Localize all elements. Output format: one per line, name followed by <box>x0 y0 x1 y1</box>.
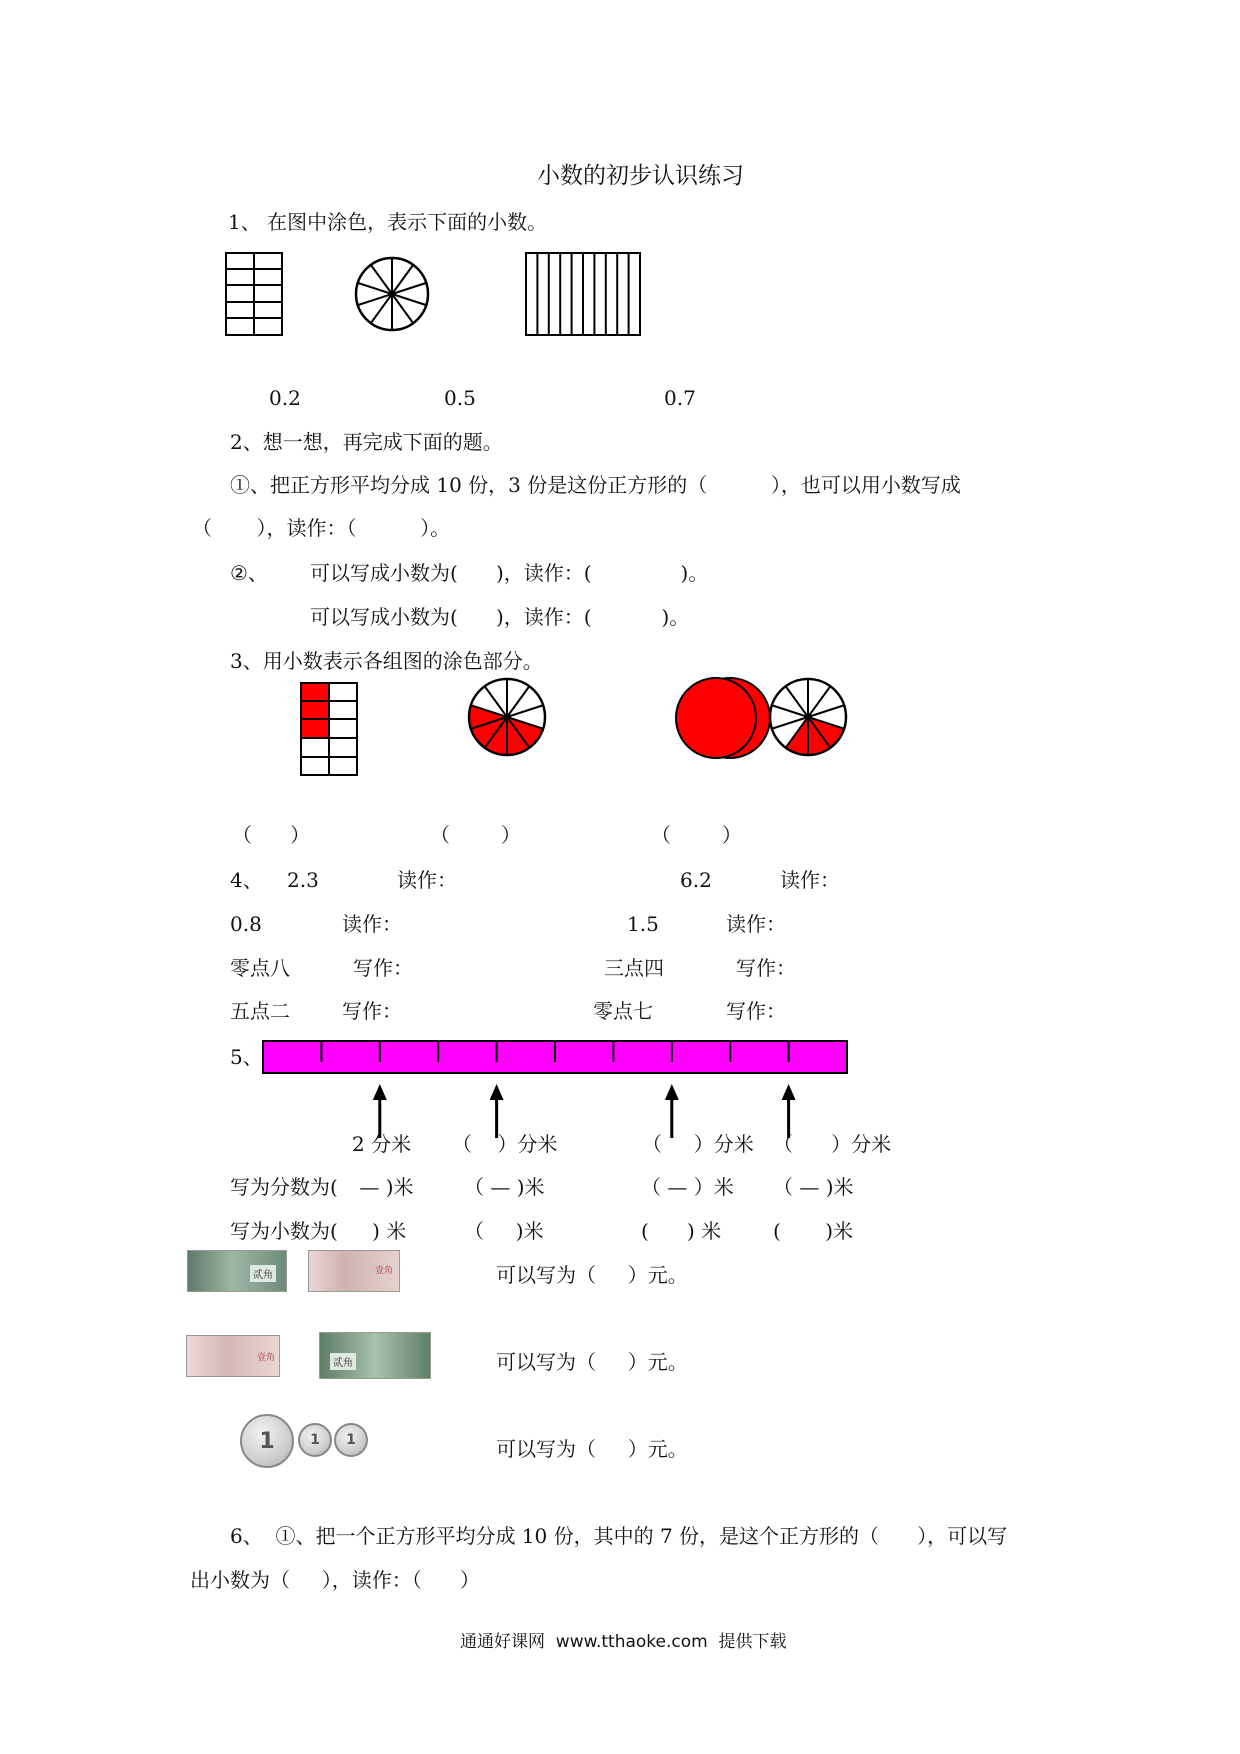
money-answer-2: 可以写为（ ）元。 <box>496 1350 688 1374</box>
q5-unit-label-2: （ ）分米 <box>642 1132 754 1156</box>
q4-row2-b-action: 写作： <box>736 956 796 980</box>
bill-2-jiao <box>319 1332 431 1379</box>
bill-label: 贰角 <box>330 1353 356 1370</box>
coin-1-jiao: 1 <box>298 1423 332 1457</box>
q4-row1-b-num: 1.5 <box>627 912 659 936</box>
q4-row1-a-num: 0.8 <box>230 912 262 936</box>
q4-row2-a-num: 零点八 <box>230 956 290 980</box>
bill-label: 贰角 <box>250 1265 276 1282</box>
q3-answer-2: （ ） <box>651 823 742 847</box>
q6-line1: 6、 ①、把一个正方形平均分成 10 份，其中的 7 份，是这个正方形的（ ），可以写 <box>230 1524 1008 1548</box>
q5-unit-label-0: 2 分米 <box>352 1132 412 1156</box>
money-answer-1: 可以写为（ ）元。 <box>496 1263 688 1287</box>
bill-1-jiao <box>186 1335 280 1377</box>
q5-unit-label-3: （ ）分米 <box>773 1132 892 1156</box>
bill-1-jiao <box>308 1250 400 1292</box>
q4-row2-a-action: 写作： <box>353 956 413 980</box>
arrow-up-icon <box>665 1084 679 1100</box>
q3-prompt: 3、用小数表示各组图的涂色部分。 <box>230 649 543 673</box>
q5-fraction-3: （ — )米 <box>773 1175 854 1199</box>
arrow-up-icon <box>373 1084 387 1100</box>
q3-shaded-cell <box>301 683 329 701</box>
q4-row1-b-action: 读作： <box>726 912 786 936</box>
q2-item1-line1: ①、把正方形平均分成 10 份，3 份是这份正方形的（ ），也可以用小数写成 <box>230 473 961 497</box>
coin-1-jiao: 1 <box>334 1423 368 1457</box>
q3-circle-figure-2 <box>768 677 852 761</box>
bill-label: 壹角 <box>257 1353 276 1363</box>
q5-decimal-2: ( ) 米 <box>641 1219 722 1243</box>
q1-label-0: 0.2 <box>269 386 301 410</box>
bill-label: 壹角 <box>375 1266 394 1276</box>
q5-fraction-2: （ — ）米 <box>641 1175 734 1199</box>
q4-row3-a-num: 五点二 <box>230 999 290 1023</box>
q6-line2: 出小数为（ ），读作：（ ） <box>190 1568 480 1592</box>
q5-fraction-0: — )米 <box>353 1175 414 1199</box>
q4-row2-b-num: 三点四 <box>604 956 664 980</box>
q3-circle-figure-1 <box>467 677 551 761</box>
q2-prompt: 2、想一想，再完成下面的题。 <box>230 430 503 454</box>
q4-row0-a-action: 读作： <box>397 868 457 892</box>
q3-full-circles-figure <box>673 675 773 763</box>
money-answer-3: 可以写为（ ）元。 <box>496 1437 688 1461</box>
q4-row1-a-action: 读作： <box>342 912 402 936</box>
q3-grid-figure <box>300 682 360 777</box>
q5-decimal-1: （ )米 <box>464 1219 544 1243</box>
q2-item2-line1: 可以写成小数为( )，读作：( )。 <box>310 561 709 585</box>
q4-row3-a-action: 写作： <box>342 999 402 1023</box>
q4-row3-b-num: 零点七 <box>593 999 653 1023</box>
q4-row0-b-num: 6.2 <box>680 868 712 892</box>
q1-circle-figure <box>354 256 434 336</box>
q2-item2-label: ②、 <box>230 561 268 585</box>
q4-label: 4、 <box>230 868 263 892</box>
q4-row0-a-num: 2.3 <box>287 868 319 892</box>
q5-decimal-3: ( )米 <box>773 1219 854 1243</box>
q1-bars-figure <box>525 252 643 336</box>
q5-unit-label-1: （ ）分米 <box>452 1132 558 1156</box>
q1-prompt: 1、 在图中涂色，表示下面的小数。 <box>228 210 548 234</box>
q4-row3-b-action: 写作： <box>726 999 786 1023</box>
bill-2-jiao <box>187 1250 287 1292</box>
q5-fraction-row-label: 写为分数为( <box>230 1175 338 1199</box>
coin-1-jiao-large: 1 <box>240 1414 294 1468</box>
q3-shaded-cell <box>301 701 329 719</box>
q3-shaded-cell <box>301 719 329 737</box>
q1-grid-figure <box>225 252 285 336</box>
q1-label-2: 0.7 <box>664 386 696 410</box>
q2-item1-line2: （ ），读作：（ ）。 <box>192 516 451 540</box>
q5-decimal-0: ) 米 <box>353 1219 407 1243</box>
page-title: 小数的初步认识练习 <box>537 163 744 189</box>
q5-decimal-row-label: 写为小数为( <box>230 1219 338 1243</box>
q3-answer-1: （ ） <box>430 823 521 847</box>
q4-row0-b-action: 读作： <box>780 868 840 892</box>
page-footer: 通通好课网 www.tthaoke.com 提供下载 <box>460 1632 787 1652</box>
q5-label: 5、 <box>230 1045 263 1069</box>
q2-item2-line2: 可以写成小数为( )，读作：( )。 <box>310 605 690 629</box>
arrow-up-icon <box>490 1084 504 1100</box>
q3-answer-0: （ ） <box>232 823 311 847</box>
arrow-up-icon <box>782 1084 796 1100</box>
q1-label-1: 0.5 <box>444 386 476 410</box>
q5-fraction-1: （ — )米 <box>464 1175 545 1199</box>
